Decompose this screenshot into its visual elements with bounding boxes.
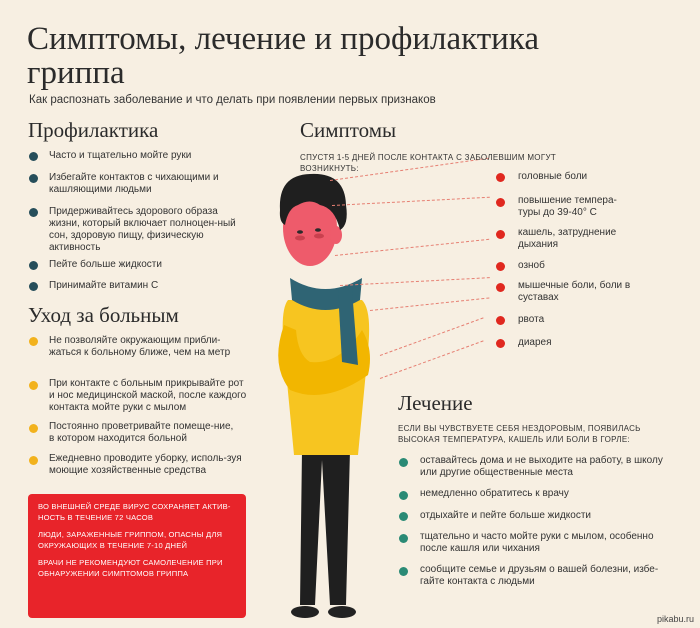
bullet-icon xyxy=(29,174,38,183)
warning-line: ЛЮДИ, ЗАРАЖЕННЫЕ ГРИППОМ, ОПАСНЫ ДЛЯ ОКРУЖАЮЩИХ В ТЕЧЕНИЕ 7-10 ДНЕЙ xyxy=(38,530,223,550)
bullet-icon xyxy=(496,230,505,239)
symptom-item: мышечные боли, боли в суставах xyxy=(518,280,631,303)
bullet-icon xyxy=(399,458,408,467)
symptom-item: диарея xyxy=(518,337,552,348)
page-subtitle: Как распознать заболевание и что делать при появлении первых признаков xyxy=(29,94,436,106)
treatment-item: немедленно обратитесь к врачу xyxy=(420,488,569,499)
bullet-icon xyxy=(399,534,408,543)
prevention-item: Избегайте контактов с чихающими и кашляющими людьми xyxy=(49,172,219,195)
bullet-icon xyxy=(29,456,38,465)
care-item: Не позволяйте окружающим прибли-жаться к больному ближе, чем на метр xyxy=(49,335,231,358)
care-heading: Уход за больным xyxy=(28,303,179,327)
person-illustration xyxy=(250,150,400,620)
treatment-item: оставайтесь дома и не выходите на работу, в школу или другие общественные места xyxy=(420,455,663,478)
bullet-icon xyxy=(29,424,38,433)
prevention-heading: Профилактика xyxy=(28,118,159,142)
symptom-item: озноб xyxy=(518,260,545,271)
bullet-icon xyxy=(29,381,38,390)
eye-bag xyxy=(314,234,324,239)
symptom-item: кашель, затруднение дыхания xyxy=(518,227,617,250)
bullet-icon xyxy=(29,282,38,291)
bullet-icon xyxy=(399,567,408,576)
warning-box xyxy=(28,494,246,618)
prevention-item: Часто и тщательно мойте руки xyxy=(49,150,192,161)
bullet-icon xyxy=(496,316,505,325)
right-shoe xyxy=(328,606,356,618)
treatment-item: тщательно и часто мойте руки с мылом, особенно после кашля или чихания xyxy=(420,531,654,554)
symptom-item: рвота xyxy=(518,314,545,325)
left-eye xyxy=(297,230,303,234)
bullet-icon xyxy=(29,152,38,161)
bullet-icon xyxy=(29,337,38,346)
treatment-intro: ЕСЛИ ВЫ ЧУВСТВУЕТЕ СЕБЯ НЕЗДОРОВЫМ, ПОЯВИЛАСЬ ВЫСОКАЯ ТЕМПЕРАТУРА, КАШЕЛЬ ИЛИ БОЛИ В ГОРЛЕ: xyxy=(398,424,641,444)
source-credit: pikabu.ru xyxy=(656,614,694,624)
prevention-item: Пейте больше жидкости xyxy=(49,259,162,270)
symptom-item: головные боли xyxy=(518,171,588,182)
warning-line: ВО ВНЕШНЕЙ СРЕДЕ ВИРУС СОХРАНЯЕТ АКТИВ-НОСТЬ В ТЕЧЕНИЕ 72 ЧАСОВ xyxy=(38,502,231,522)
care-item: Постоянно проветривайте помеще-ние, в котором находится больной xyxy=(49,421,234,444)
care-item: Ежедневно проводите уборку, исполь-зуя моющие хозяйственные средства xyxy=(49,453,242,476)
treatment-item: сообщите семье и друзьям о вашей болезни, избе-гайте контакта с людьми xyxy=(420,564,659,587)
care-item: При контакте с больным прикрывайте рот и нос медицинской маской, после каждого контакта мойте руки с мылом xyxy=(49,378,247,413)
bullet-icon xyxy=(496,283,505,292)
treatment-item: отдыхайте и пейте больше жидкости xyxy=(420,510,591,521)
treatment-heading: Лечение xyxy=(398,391,473,415)
bullet-icon xyxy=(496,339,505,348)
symptoms-intro: СПУСТЯ 1-5 ДНЕЙ ПОСЛЕ КОНТАКТА С ЗАБОЛЕВШИМ МОГУТ ВОЗНИКНУТЬ: xyxy=(300,153,557,173)
symptoms-heading: Симптомы xyxy=(300,118,397,142)
bullet-icon xyxy=(29,208,38,217)
prevention-item: Принимайте витамин С xyxy=(49,280,159,291)
bullet-icon xyxy=(496,173,505,182)
left-shoe xyxy=(291,606,319,618)
bullet-icon xyxy=(29,261,38,270)
right-eye xyxy=(315,228,321,232)
prevention-item: Придерживайтесь здорового образа жизни, который включает полноцен-ный сон, здоровую пищу, физическую активность xyxy=(49,206,236,253)
bullet-icon xyxy=(399,512,408,521)
symptom-item: повышение темпера-туры до 39-40° С xyxy=(518,195,617,218)
bullet-icon xyxy=(399,491,408,500)
bullet-icon xyxy=(496,198,505,207)
warning-line: ВРАЧИ НЕ РЕКОМЕНДУЮТ САМОЛЕЧЕНИЕ ПРИ ОБНАРУЖЕНИИ СИМПТОМОВ ГРИППА xyxy=(38,558,223,578)
eye-bag xyxy=(295,236,305,241)
page-title: Симптомы, лечение и профилактика гриппа xyxy=(27,21,539,91)
bullet-icon xyxy=(496,262,505,271)
legs xyxy=(300,450,350,605)
